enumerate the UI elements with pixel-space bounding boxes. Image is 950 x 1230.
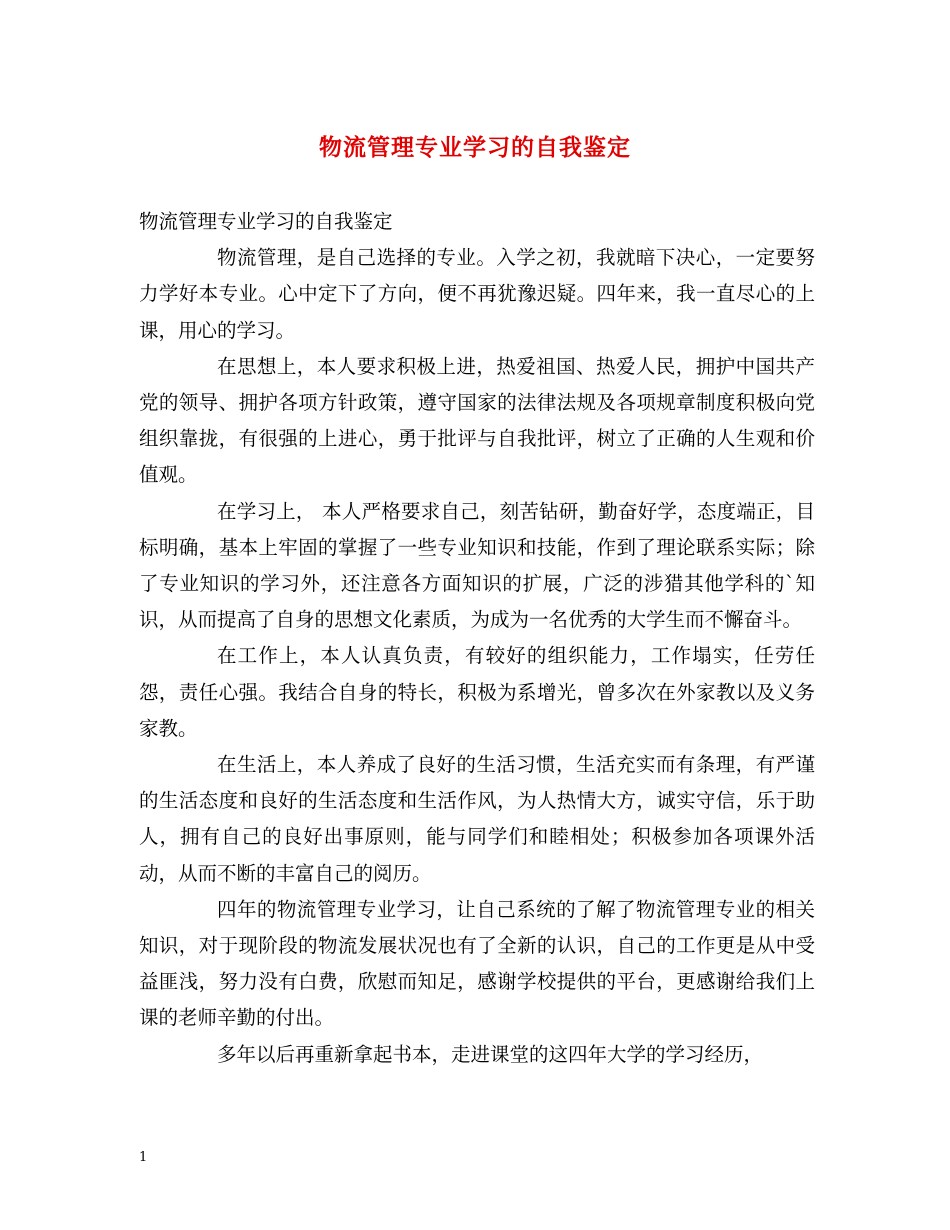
paragraph-life: 在生活上，本人养成了良好的生活习惯，生活充实而有条理，有严谨的生活态度和良好的生活态度和生活作风，为人热情大方，诚实守信，乐于助人，拥有自己的良好出事原则，能与同学们和睦相处；积极参加各项课外活动，从而不断的丰富自己的阅历。	[139, 753, 815, 885]
page-number: 1	[139, 1150, 148, 1165]
document-subtitle: 物流管理专业学习的自我鉴定	[139, 210, 393, 233]
paragraph-summary: 四年的物流管理专业学习，让自己系统的了解了物流管理专业的相关知识，对于现阶段的物流发展状况也有了全新的认识，自己的工作更是从中受益匪浅，努力没有白费，欣慰而知足，感谢学校提供的平台，更感谢给我们上课的老师辛勤的付出。	[139, 897, 815, 1030]
paragraph-intro: 物流管理，是自己选择的专业。入学之初，我就暗下决心，一定要努力学好本专业。心中定下了方向，便不再犹豫迟疑。四年来，我一直尽心的上课，用心的学习。	[139, 246, 815, 342]
paragraph-closing: 多年以后再重新拿起书本，走进课堂的这四年大学的学习经历，	[217, 1042, 764, 1066]
document-body	[139, 204, 815, 1073]
paragraph-study: 在学习上， 本人严格要求自己，刻苦钻研，勤奋好学，态度端正，目标明确，基本上牢固的掌握了一些专业知识和技能，作到了理论联系实际；除了专业知识的学习外，还注意各方面知识的扩展，广泛的涉猎其他学科的`知识，从而提高了自身的思想文化素质，为成为一名优秀的大学生而不懈奋斗。	[139, 499, 815, 632]
document-title: 物流管理专业学习的自我鉴定	[319, 134, 631, 161]
paragraph-ideology: 在思想上，本人要求积极上进，热爱祖国、热爱人民，拥护中国共产党的领导、拥护各项方针政策，遵守国家的法律法规及各项规章制度积极向党组织靠拢，有很强的上进心，勇于批评与自我批评，树立了正确的人生观和价值观。	[139, 354, 815, 487]
paragraph-work: 在工作上，本人认真负责，有较好的组织能力，工作塌实，任劳任怨，责任心强。我结合自身的特长，积极为系增光，曾多次在外家教以及义务家教。	[139, 644, 815, 740]
